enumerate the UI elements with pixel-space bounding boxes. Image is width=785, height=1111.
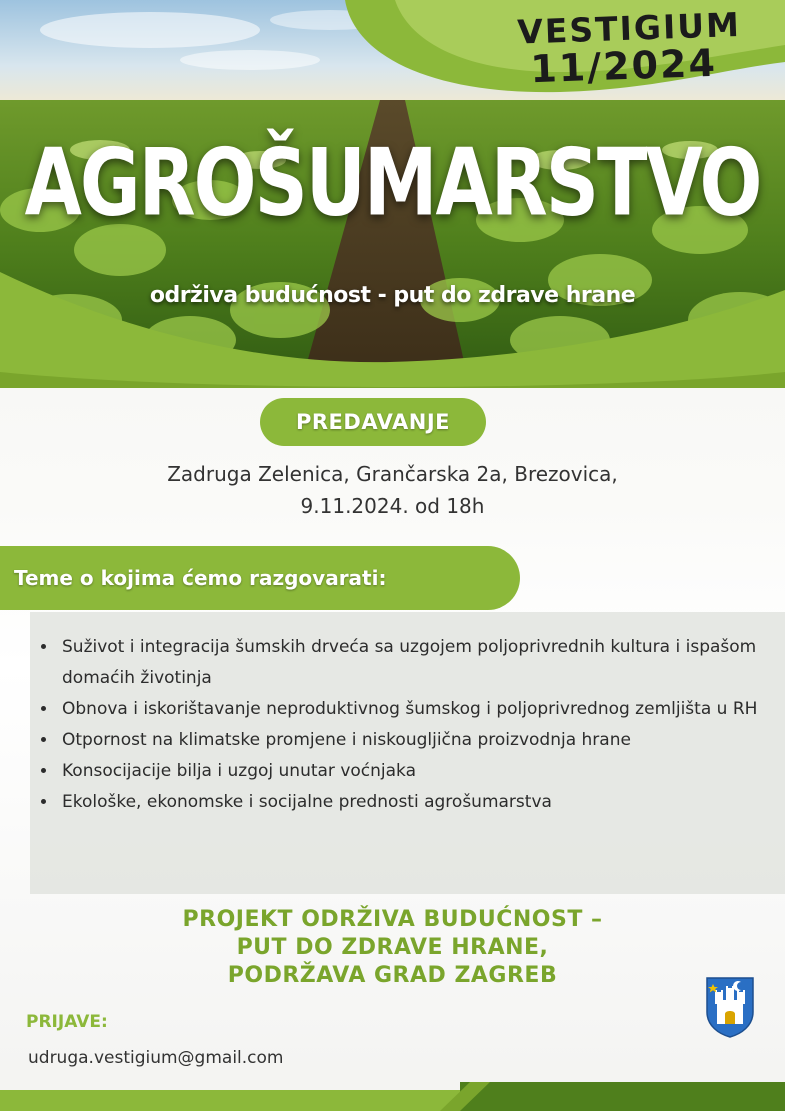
event-type-badge: PREDAVANJE [260, 398, 486, 446]
topics-heading: Teme o kojima ćemo razgovarati: [14, 566, 387, 590]
poster-title: AGROŠUMARSTVO [24, 129, 761, 237]
topic-item: • Konsocijacije bilja i uzgoj unutar voćnjaka [58, 756, 785, 787]
brand-issue: 11/2024 [529, 40, 718, 91]
topic-item: • Ekološke, ekonomske i socijalne prednosti agrošumarstva [58, 787, 785, 818]
project-line: PODRŽAVA GRAD ZAGREB [227, 963, 558, 988]
project-statement [0, 906, 785, 990]
location-line: Zadruga Zelenica, Grančarska 2a, Brezovica, [167, 462, 618, 486]
topic-item: • Suživot i integracija šumskih drveća sa uzgojem poljoprivrednih kultura i ispašom domaćih životinja [58, 632, 785, 694]
topics-list [30, 632, 785, 818]
topic-item: • Obnova i iskorištavanje neproduktivnog šumskog i poljoprivrednog zemljišta u RH [58, 694, 785, 725]
poster-subtitle: održiva budućnost - put do zdrave hrane [149, 283, 636, 308]
registration-label: PRIJAVE: [26, 1012, 108, 1032]
brand-stamp [516, 4, 742, 91]
brand-name: VESTIGIUM [516, 4, 742, 52]
registration-email[interactable]: udruga.vestigium@gmail.com [28, 1048, 284, 1068]
topic-item: • Otpornost na klimatske promjene i niskougljična proizvodnja hrane [58, 725, 785, 756]
footer-bar [0, 1082, 785, 1111]
zagreb-coat-of-arms-icon [705, 976, 755, 1038]
event-location [0, 458, 785, 522]
project-line: PUT DO ZDRAVE HRANE, [236, 935, 549, 960]
hero-banner [0, 0, 785, 388]
date-line: 9.11.2024. od 18h [300, 494, 485, 518]
project-line: PROJEKT ODRŽIVA BUDUĆNOST – [182, 907, 603, 932]
topics-heading-tab [0, 546, 520, 610]
